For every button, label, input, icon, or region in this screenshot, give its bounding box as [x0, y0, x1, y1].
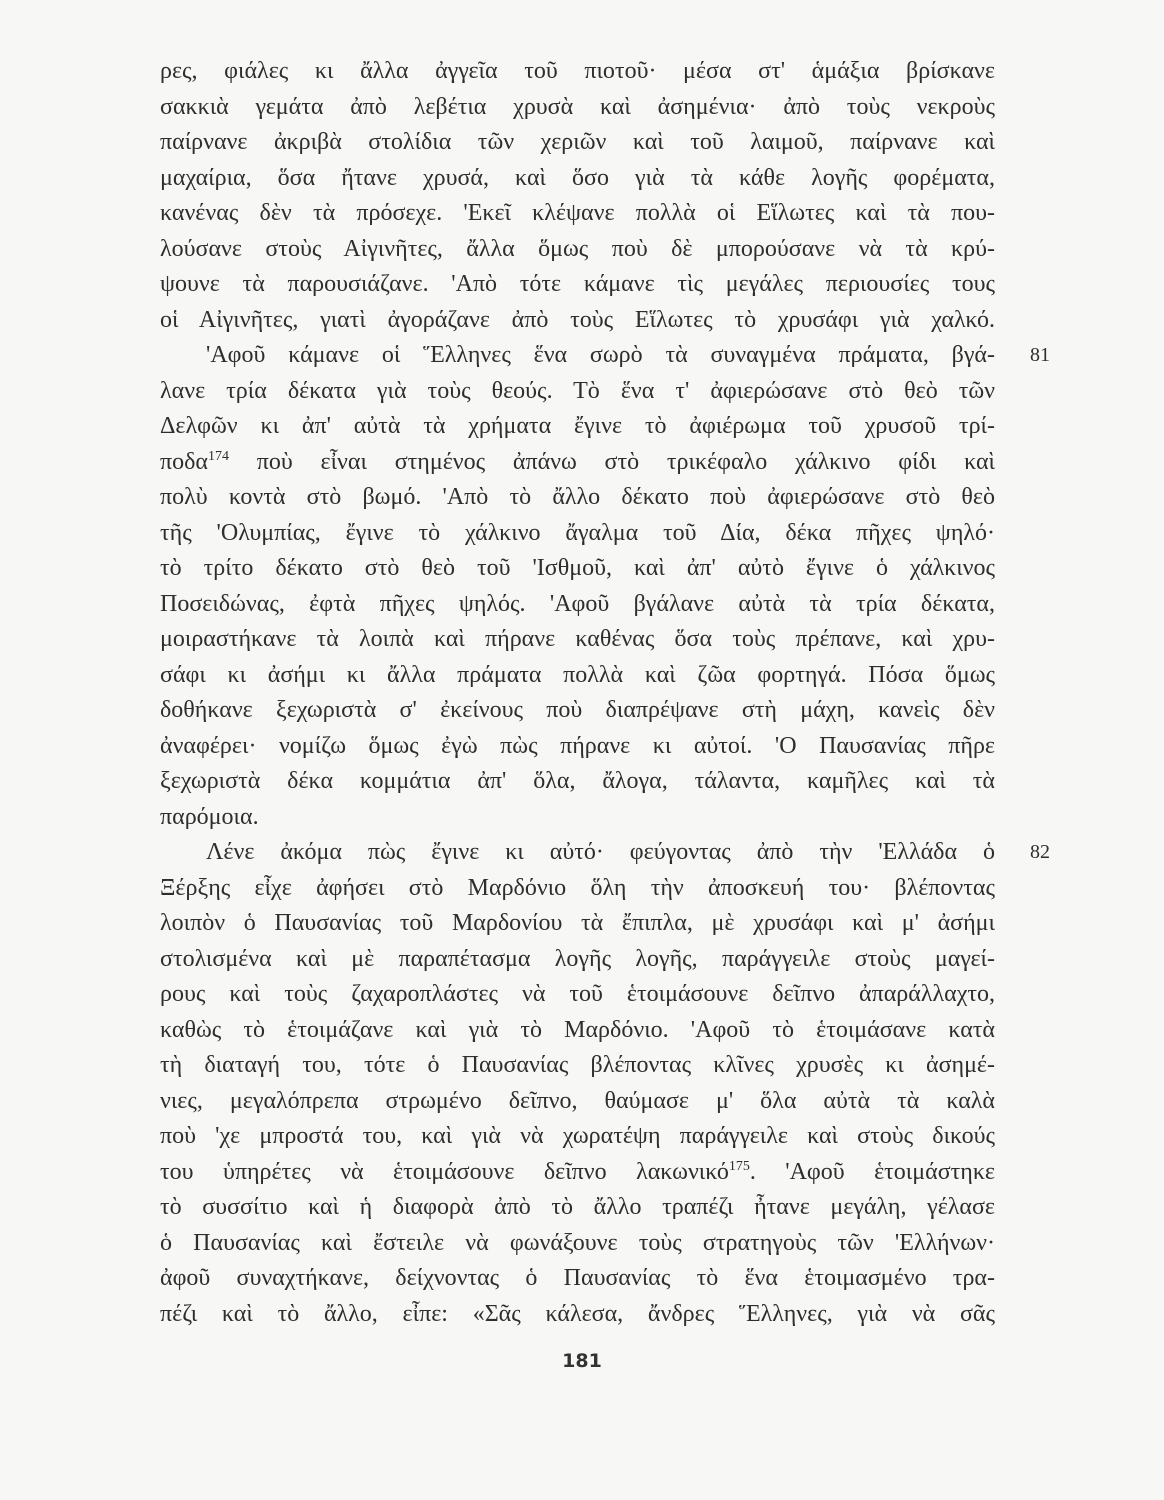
text-line: [160, 54, 995, 90]
line-text: σάφι κι ἀσήμι κι ἄλλα πράματα πολλὰ καὶ ζῶα φορτηγά. Πόσα ὅμως: [160, 661, 995, 688]
text-line: [160, 622, 995, 658]
text-line: [160, 1119, 995, 1155]
line-text: στολισμένα καὶ μὲ παραπέτασμα λογῆς λογῆς, παράγγειλε στοὺς μαγεί-: [160, 945, 995, 972]
line-text: ρους καὶ τοὺς ζαχαροπλάστες νὰ τοῦ ἑτοιμάσουνε δεῖπνο ἀπαράλλαχτο,: [160, 981, 995, 1007]
text-line: [160, 1226, 995, 1262]
line-text: δοθήκανε ξεχωριστὰ σ' ἐκείνους ποὺ διαπρέψανε στὴ μάχη, κανεὶς δὲν: [160, 697, 995, 723]
line-text: σακκιὰ γεμάτα ἀπὸ λεβέτια χρυσὰ καὶ ἀσημένια· ἀπὸ τοὺς νεκροὺς: [160, 93, 995, 120]
text-line: [160, 516, 995, 552]
text-line: [160, 1084, 995, 1120]
line-text: 'Αφοῦ κάμανε οἱ Ἕλληνες ἕνα σωρὸ τὰ συναγμένα πράματα, βγά-: [206, 342, 995, 368]
line-text: ἀφοῦ συναχτήκανε, δείχνοντας ὁ Παυσανίας τὸ ἕνα ἑτοιμασμένο τρα-: [160, 1265, 995, 1291]
line-text: ποδα: [160, 448, 208, 475]
text-line: [160, 871, 995, 907]
line-text: . 'Αφοῦ ἑτοιμάστηκε: [749, 1158, 995, 1185]
line-text: πολὺ κοντὰ στὸ βωμό. 'Απὸ τὸ ἄλλο δέκατο ποὺ ἀφιερώσανε στὸ θεὸ: [160, 484, 995, 510]
line-text: του ὑπηρέτες νὰ ἑτοιμάσουνε δεῖπνο λακωνικό: [160, 1158, 729, 1185]
text-line: [160, 800, 995, 836]
text-line: [160, 267, 995, 303]
line-text: τῆς 'Ολυμπίας, ἔγινε τὸ χάλκινο ἄγαλμα τοῦ Δία, δέκα πῆχες ψηλό·: [160, 519, 995, 546]
line-text: ἀναφέρει· νομίζω ὅμως ἐγὼ πὼς πήρανε κι αὐτοί. 'Ο Παυσανίας πῆρε: [160, 732, 995, 759]
text-line: [160, 409, 995, 445]
text-line: [160, 232, 995, 268]
text-line: [160, 764, 995, 800]
text-line: [160, 1261, 995, 1297]
page-number: 181: [562, 1350, 602, 1372]
text-line: [160, 90, 995, 126]
text-line: [160, 835, 1050, 871]
line-text: νιες, μεγαλόπρεπα στρωμένο δεῖπνο, θαύμασε μ' ὅλα αὐτὰ τὰ καλὰ: [160, 1087, 995, 1114]
text-line: [160, 977, 995, 1013]
text-line: [160, 374, 995, 410]
line-text: πέζι καὶ τὸ ἄλλο, εἶπε: «Σᾶς κάλεσα, ἄνδρες Ἕλληνες, γιὰ νὰ σᾶς: [160, 1300, 995, 1327]
text-line: [160, 196, 995, 232]
text-line: [160, 1013, 995, 1049]
text-line: [160, 1297, 995, 1333]
line-text: λανε τρία δέκατα γιὰ τοὺς θεούς. Τὸ ἕνα τ' ἀφιερώσανε στὸ θεὸ τῶν: [160, 377, 995, 404]
footnote-marker: 175: [728, 1158, 750, 1174]
line-text: καθὼς τὸ ἑτοιμάζανε καὶ γιὰ τὸ Μαρδόνιο. 'Αφοῦ τὸ ἑτοιμάσανε κατὰ: [160, 1016, 995, 1043]
text-line: [160, 161, 995, 197]
line-text: τὸ συσσίτιο καὶ ἡ διαφορὰ ἀπὸ τὸ ἄλλο τραπέζι ἦτανε μεγάλη, γέλασε: [160, 1194, 995, 1220]
line-text: τὸ τρίτο δέκατο στὸ θεὸ τοῦ 'Ισθμοῦ, καὶ ἀπ' αὐτὸ ἔγινε ὁ χάλκινος: [160, 555, 995, 581]
margin-section-number: 82: [1030, 841, 1050, 863]
text-line: [160, 729, 995, 765]
text-line: [160, 587, 995, 623]
line-text: τὴ διαταγή του, τότε ὁ Παυσανίας βλέποντας κλῖνες χρυσὲς κι ἀσημέ-: [160, 1052, 995, 1078]
line-text: Ξέρξης εἶχε ἀφήσει στὸ Μαρδόνιο ὅλη τὴν ἀποσκευή του· βλέποντας: [160, 874, 995, 901]
text-line: [160, 1155, 995, 1191]
line-text: Ποσειδώνας, ἐφτὰ πῆχες ψηλός. 'Αφοῦ βγάλανε αὐτὰ τὰ τρία δέκατα,: [160, 590, 995, 617]
line-text: παίρνανε ἀκριβὰ στολίδια τῶν χεριῶν καὶ τοῦ λαιμοῦ, παίρνανε καὶ: [160, 129, 995, 155]
line-text: ποὺ εἶναι στημένος ἀπάνω στὸ τρικέφαλο χάλκινο φίδι καὶ: [229, 448, 995, 475]
line-text: κανένας δὲν τὰ πρόσεχε. 'Εκεῖ κλέψανε πολλὰ οἱ Εἵλωτες καὶ τὰ που-: [160, 200, 995, 226]
text-line: [160, 1048, 995, 1084]
text-line: [160, 551, 995, 587]
text-line: [160, 125, 995, 161]
line-text: ρες, φιάλες κι ἄλλα ἀγγεῖα τοῦ πιοτοῦ· μέσα στ' ἁμάξια βρίσκανε: [160, 58, 995, 84]
body-text: [160, 54, 1050, 1332]
line-text: Λένε ἀκόμα πὼς ἔγινε κι αὐτό· φεύγοντας ἀπὸ τὴν 'Ελλάδα ὁ: [206, 839, 995, 865]
text-line: [160, 906, 995, 942]
text-line: [160, 445, 995, 481]
line-text: ξεχωριστὰ δέκα κομμάτια ἀπ' ὅλα, ἄλογα, τάλαντα, καμῆλες καὶ τὰ: [160, 768, 995, 794]
line-text: ὁ Παυσανίας καὶ ἔστειλε νὰ φωνάξουνε τοὺς στρατηγοὺς τῶν 'Ελλήνων·: [160, 1229, 995, 1256]
line-text: ψουνε τὰ παρουσιάζανε. 'Απὸ τότε κάμανε τὶς μεγάλες περιουσίες τους: [160, 271, 995, 297]
text-line: [160, 942, 995, 978]
text-line: [160, 693, 995, 729]
line-text: οἱ Αἰγινῆτες, γιατὶ ἀγοράζανε ἀπὸ τοὺς Εἵλωτες τὸ χρυσάφι γιὰ χαλκό.: [160, 306, 995, 333]
line-text: μοιραστήκανε τὰ λοιπὰ καὶ πήρανε καθένας ὅσα τοὺς πρέπανε, καὶ χρυ-: [160, 626, 995, 652]
text-line: [160, 658, 995, 694]
line-text: λοιπὸν ὁ Παυσανίας τοῦ Μαρδονίου τὰ ἔπιπλα, μὲ χρυσάφι καὶ μ' ἀσήμι: [160, 910, 995, 936]
footnote-marker: 174: [208, 448, 229, 464]
text-line: [160, 338, 1050, 374]
line-text: Δελφῶν κι ἀπ' αὐτὰ τὰ χρήματα ἔγινε τὸ ἀφιέρωμα τοῦ χρυσοῦ τρί-: [160, 413, 995, 439]
text-line: [160, 480, 995, 516]
line-text: ποὺ 'χε μπροστά του, καὶ γιὰ νὰ χωρατέψη παράγγειλε καὶ στοὺς δικούς: [160, 1123, 995, 1149]
text-line: [160, 303, 995, 339]
line-text: παρόμοια.: [160, 803, 259, 830]
line-text: λούσανε στοὺς Αἰγινῆτες, ἄλλα ὅμως ποὺ δὲ μπορούσανε νὰ τὰ κρύ-: [160, 235, 995, 262]
margin-section-number: 81: [1030, 344, 1050, 366]
text-line: [160, 1190, 995, 1226]
line-text: μαχαίρια, ὅσα ἤτανε χρυσά, καὶ ὅσο γιὰ τὰ κάθε λογῆς φορέματα,: [160, 164, 995, 191]
